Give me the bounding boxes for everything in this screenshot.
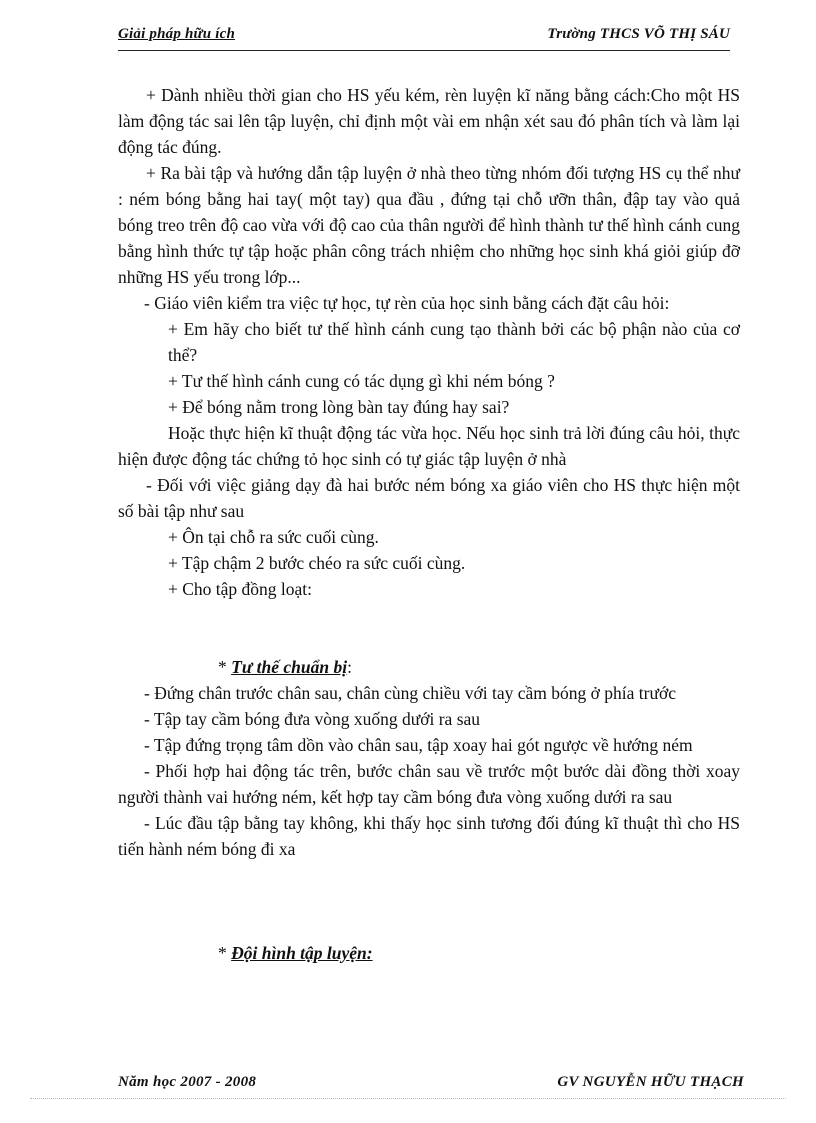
section-colon: :: [347, 657, 352, 677]
section-star: *: [218, 943, 232, 963]
paragraph-teacher-check: - Giáo viên kiểm tra việc tự học, tự rèn của học sinh bằng cách đặt câu hỏi:: [144, 293, 670, 313]
footer-right-text: GV NGUYỄN HỮU THẠCH: [557, 1074, 744, 1090]
section-title-text: Đội hình tập luyện:: [231, 943, 373, 963]
document-body: [118, 82, 740, 966]
footer-divider: [30, 1098, 786, 1099]
question-item: + Tư thế hình cánh cung có tác dụng gì khi ném bóng ?: [168, 371, 555, 391]
paragraph-weak-students: + Dành nhiều thời gian cho HS yếu kém, rèn luyện kĩ năng bằng cách:Cho một HS làm động tác sai lên tập luyện, chỉ định một vài em nhận xét sau đó phân tích và làm lại động tác đúng.: [118, 85, 740, 157]
header-left-text: Giải pháp hữu ích: [118, 26, 235, 42]
exercise-item: + Tập chậm 2 bước chéo ra sức cuối cùng.: [168, 553, 466, 573]
paragraph-homework: + Ra bài tập và hướng dẫn tập luyện ở nhà theo từng nhóm đối tượng HS cụ thể như : ném bóng bằng hai tay( một tay) qua đầu , đứng tại chỗ ưỡn thân, đập tay vào quả bóng treo trên độ cao vừa với độ cao của thân người để hình thành tư thế hình cánh cung bằng hình thức tự tập hoặc phân công trách nhiệm cho những học sinh khá giỏi giúp đỡ những HS yếu trong lớp...: [118, 163, 740, 287]
posture-item: - Lúc đầu tập bằng tay không, khi thấy học sinh tương đối đúng kĩ thuật thì cho HS tiến hành ném bóng đi xa: [118, 813, 740, 859]
posture-item: - Tập tay cầm bóng đưa vòng xuống dưới ra sau: [144, 709, 481, 729]
spacer: [118, 862, 740, 940]
posture-item: - Tập đứng trọng tâm dồn vào chân sau, tập xoay hai gót ngược về hướng ném: [144, 735, 693, 755]
paragraph-or-practice: Hoặc thực hiện kĩ thuật động tác vừa học. Nếu học sinh trả lời đúng câu hỏi, thực hiện được động tác chứng tỏ học sinh có tự giác tập luyện ở nhà: [118, 423, 740, 469]
header-right-text: Trường THCS VÕ THỊ SÁU: [547, 26, 730, 42]
spacer: [118, 602, 740, 654]
question-item: + Em hãy cho biết tư thế hình cánh cung tạo thành bởi các bộ phận nào của cơ thể?: [168, 319, 740, 365]
section-title-text: Tư thế chuẩn bị: [231, 657, 348, 677]
section-title-ready-posture: [118, 654, 740, 680]
posture-item: - Đứng chân trước chân sau, chân cùng chiều với tay cầm bóng ở phía trước: [144, 683, 676, 703]
paragraph-teaching: - Đối với việc giảng dạy đà hai bước ném bóng xa giáo viên cho HS thực hiện một số bài tập như sau: [118, 475, 740, 521]
question-item: + Để bóng nằm trong lòng bàn tay đúng hay sai?: [168, 397, 510, 417]
page-footer: [118, 1074, 744, 1096]
section-star: *: [218, 657, 232, 677]
posture-item: - Phối hợp hai động tác trên, bước chân sau về trước một bước dài đồng thời xoay người thành vai hướng ném, kết hợp tay cầm bóng đưa vòng xuống dưới ra sau: [118, 761, 740, 807]
footer-left-text: Năm học 2007 - 2008: [118, 1074, 257, 1090]
exercise-item: + Cho tập đồng loạt:: [168, 579, 313, 599]
page-header: [118, 26, 730, 51]
exercise-item: + Ôn tại chỗ ra sức cuối cùng.: [168, 527, 379, 547]
section-title-formation: [118, 940, 740, 966]
